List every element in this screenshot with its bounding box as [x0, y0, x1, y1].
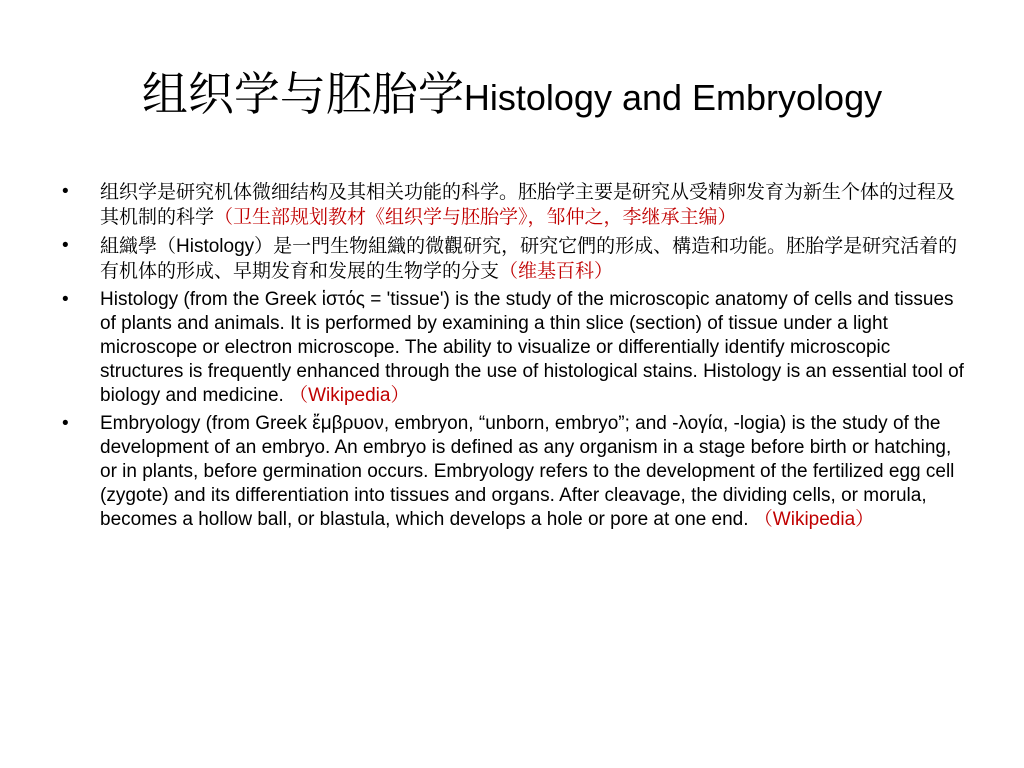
- bullet-text-part-2: Histology: [176, 236, 255, 257]
- bullet-list: [62, 180, 972, 536]
- bullet-item-histology-trad: [62, 234, 972, 284]
- bullet-text: Embryology (from Greek ἔμβρυον, embryon, “unborn, embryo”; and -λογία, -logia) is the study of the development of an embryo. An embryo is defined as any organism in a stage before birth or hatching, or in plants, before germination occurs. Embryology refers to the development of the fertilized egg cell (zygote) and its differentiation into tissues and organs. After cleavage, the dividing cells, or morula, becomes a hollow ball, or blastula, which develops a hole or pore at one end.: [100, 413, 955, 530]
- slide-title: [30, 58, 994, 124]
- bullet-text-part-1: 組織學（: [100, 235, 177, 257]
- bullet-marker: •: [62, 289, 69, 310]
- bullet-source: （卫生部规划教材《组织学与胚胎学》，邹仲之，李继承主编）: [214, 206, 737, 228]
- bullet-item-histology-en: [62, 288, 972, 408]
- bullet-text: 组织学是研究机体微细结构及其相关功能的科学。胚胎学主要是研究从受精卵发育为新生个体的过程及其机制的科学: [100, 181, 956, 228]
- bullet-source: （维基百科）: [499, 260, 614, 282]
- bullet-source: （Wikipedia）: [753, 509, 875, 530]
- bullet-text-part-3: ）是一門生物組織的微觀研究，研究它們的形成、構造和功能。胚胎学是研究活着的有机体的形成、早期发育和发展的生物学的分支: [100, 235, 958, 282]
- bullet-source: （Wikipedia）: [289, 385, 410, 406]
- bullet-text: Histology (from the Greek ἱστός = 'tissue') is the study of the microscopic anatomy of cells and tissues of plants and animals. It is performed by examining a thin slice (section) of tissue under a light microscope or electron microscope. The ability to visualize or differentially identify microscopic structures is frequently enhanced through the use of histological stains. Histology is an essential tool of biology and medicine.: [100, 289, 964, 406]
- title-english: Histology and Embryology: [463, 77, 883, 118]
- bullet-marker: •: [62, 413, 69, 434]
- bullet-marker: •: [62, 181, 69, 202]
- bullet-item-embryology-en: [62, 412, 972, 532]
- bullet-marker: •: [62, 235, 69, 256]
- title-chinese: 组织学与胚胎学: [141, 67, 464, 121]
- bullet-item-histology-zh: [62, 180, 972, 230]
